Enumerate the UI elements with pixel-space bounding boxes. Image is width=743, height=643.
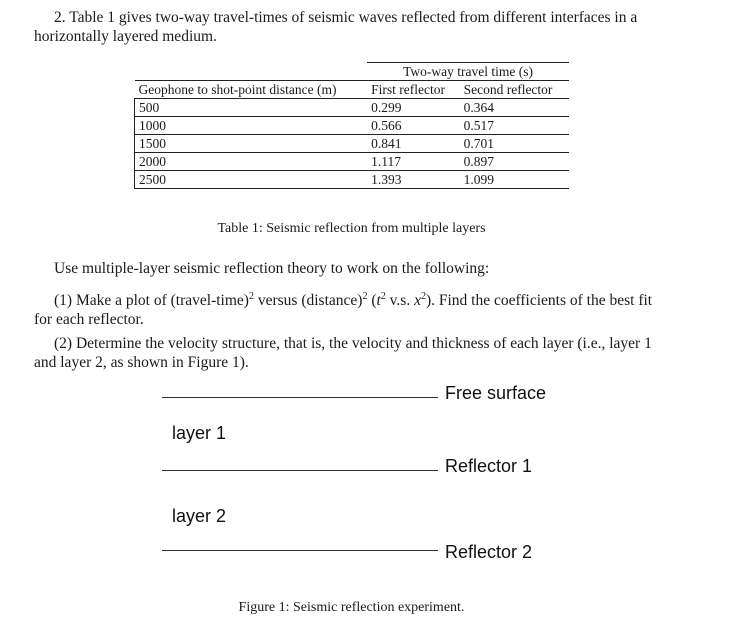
q1-text-b: versus (distance)	[253, 292, 363, 310]
q1-sup-c: 2	[380, 291, 386, 302]
reflector-2-label: Reflector 2	[445, 542, 533, 562]
cell-distance: 2000	[135, 153, 368, 171]
table-row	[135, 135, 570, 153]
cell-second-reflector: 0.364	[460, 99, 569, 117]
cell-distance: 2500	[135, 171, 368, 189]
table-row	[135, 117, 570, 135]
travel-time-table	[134, 62, 569, 189]
cell-distance: 1500	[135, 135, 368, 153]
cell-first-reflector: 0.841	[367, 135, 459, 153]
q1-math-t: t	[376, 292, 381, 310]
table-row	[135, 171, 570, 189]
layer-1-label: layer 1	[172, 423, 227, 443]
cell-first-reflector: 1.393	[367, 171, 459, 189]
table-row	[135, 99, 570, 117]
instructions-lead: Use multiple-layer seismic reflection theory to work on the following:	[54, 260, 490, 277]
q1-math-x: x	[414, 292, 421, 310]
q1-sup-d: 2	[420, 291, 426, 302]
cell-first-reflector: 0.566	[367, 117, 459, 135]
col-header-distance: Geophone to shot-point distance (m)	[135, 81, 368, 99]
q1-sup-a: 2	[248, 291, 254, 302]
cell-second-reflector: 1.099	[460, 171, 569, 189]
table-group-header-row	[135, 63, 570, 81]
cell-first-reflector: 1.117	[367, 153, 459, 171]
figure-caption: Figure 1: Seismic reflection experiment.	[238, 600, 465, 615]
table-group-header: Two-way travel time (s)	[367, 63, 569, 81]
cell-second-reflector: 0.897	[460, 153, 569, 171]
question-2: (2) Determine the velocity structure, that is, the velocity and thickness of each layer (i.e., layer 1 and layer 2, as shown in Figure 1).	[34, 335, 652, 371]
q1-text-c: ). Find the coefficients of the best fit for each reflector.	[34, 292, 653, 329]
cell-second-reflector: 0.517	[460, 117, 569, 135]
problem-intro-text: 2. Table 1 gives two-way travel-times of seismic waves reflected from different interfaces in a horizontally layered medium.	[34, 9, 638, 45]
table-row	[135, 153, 570, 171]
cell-distance: 1000	[135, 117, 368, 135]
q1-text-vs: v.s.	[385, 292, 415, 310]
q1-sup-b: 2	[362, 291, 368, 302]
question-1: (1) Make a plot of (travel-time)$^2$ versus (distance)$^2$ ($t^2$ v.s. $x^2$). Find the coefficients of the best fit for each reflector.	[34, 291, 653, 329]
table-header-row	[135, 81, 570, 99]
cell-distance: 500	[135, 99, 368, 117]
free-surface-line	[162, 397, 438, 398]
layer-2-label: layer 2	[172, 506, 227, 526]
cell-second-reflector: 0.701	[460, 135, 569, 153]
col-header-second-reflector: Second reflector	[460, 81, 569, 99]
table-caption: Table 1: Seismic reflection from multiple layers	[217, 221, 486, 236]
col-header-first-reflector: First reflector	[367, 81, 459, 99]
cell-first-reflector: 0.299	[367, 99, 459, 117]
reflector-1-line	[162, 470, 438, 471]
q1-text-a: (1) Make a plot of (travel-time)	[54, 292, 249, 310]
reflector-1-label: Reflector 1	[445, 456, 533, 476]
free-surface-label: Free surface	[445, 383, 547, 403]
problem-intro	[34, 8, 674, 46]
reflector-2-line	[162, 550, 438, 551]
